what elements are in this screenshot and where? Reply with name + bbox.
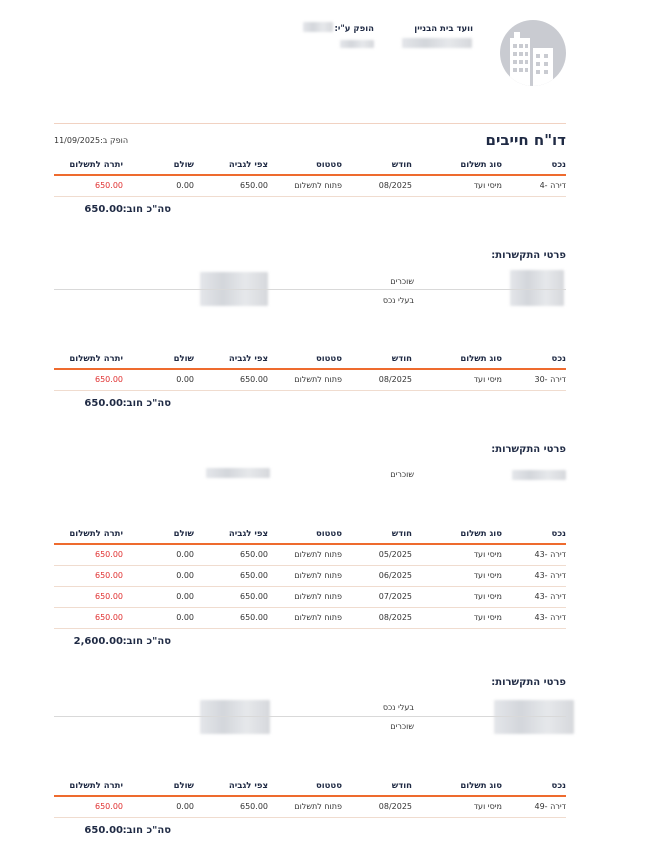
contact-type: בעלי נכס <box>382 703 414 712</box>
col-status: סטטוס <box>315 354 342 364</box>
cell-property: דירה -43 <box>534 592 566 601</box>
issued-date: הופק ב:11/09/2025 <box>54 136 129 145</box>
total-value: 2,600.00 <box>73 636 123 647</box>
cell-expected: 650.00 <box>240 592 268 601</box>
col-property: נכס <box>551 781 566 791</box>
cell-expected: 650.00 <box>240 802 268 811</box>
cell-paid: 0.00 <box>176 613 194 622</box>
contact-type: בעלי נכס <box>382 296 414 305</box>
cell-month: 08/2025 <box>378 375 412 384</box>
col-expected: צפי לגביה <box>228 160 268 170</box>
cell-status: פתוח לתשלום <box>294 592 342 601</box>
col-property: נכס <box>551 160 566 170</box>
cell-balance: 650.00 <box>95 550 123 559</box>
total-row <box>54 629 566 651</box>
cell-paid: 0.00 <box>176 802 194 811</box>
cell-status: פתוח לתשלום <box>294 613 342 622</box>
cell-balance: 650.00 <box>95 802 123 811</box>
table-header <box>54 527 566 543</box>
col-payment-type: סוג תשלום <box>460 529 502 539</box>
col-status: סטטוס <box>315 781 342 791</box>
redacted-contact-name <box>494 700 574 734</box>
redacted-issuer-name <box>303 22 333 32</box>
col-expected: צפי לגביה <box>228 354 268 364</box>
cell-expected: 650.00 <box>240 181 268 190</box>
contact-divider <box>54 716 566 717</box>
cell-paid: 0.00 <box>176 375 194 384</box>
contact-type: שוכרים <box>390 470 414 479</box>
building-logo-icon <box>500 20 566 86</box>
cell-status: פתוח לתשלום <box>294 375 342 384</box>
col-expected: צפי לגביה <box>228 529 268 539</box>
total-row <box>54 391 566 413</box>
cell-month: 08/2025 <box>378 181 412 190</box>
col-balance: יתרה לתשלום <box>69 781 123 791</box>
cell-paid: 0.00 <box>176 571 194 580</box>
table-header <box>54 779 566 795</box>
page-title: דו"ח חייבים <box>485 131 566 149</box>
contact-type: שוכרים <box>390 277 414 286</box>
col-month: חודש <box>391 160 412 170</box>
col-balance: יתרה לתשלום <box>69 160 123 170</box>
total-label: סה"כ חוב: <box>122 636 171 647</box>
col-payment-type: סוג תשלום <box>460 160 502 170</box>
debt-section-3 <box>54 527 566 651</box>
debt-section-2 <box>54 352 566 413</box>
cell-status: פתוח לתשלום <box>294 550 342 559</box>
cell-expected: 650.00 <box>240 571 268 580</box>
table-row <box>54 370 566 391</box>
cell-payment-type: מיסי ועד <box>473 613 502 622</box>
total-label: סה"כ חוב: <box>122 204 171 215</box>
total-row <box>54 818 566 840</box>
cell-month: 08/2025 <box>378 802 412 811</box>
col-paid: שולם <box>173 781 194 791</box>
header-divider <box>54 123 566 124</box>
table-row <box>54 176 566 197</box>
table-header <box>54 158 566 174</box>
cell-property: דירה -30 <box>534 375 566 384</box>
cell-month: 08/2025 <box>378 613 412 622</box>
cell-balance: 650.00 <box>95 181 123 190</box>
col-month: חודש <box>391 781 412 791</box>
redacted-issuer-detail <box>340 40 374 48</box>
cell-payment-type: מיסי ועד <box>473 550 502 559</box>
cell-payment-type: מיסי ועד <box>473 571 502 580</box>
total-row <box>54 197 566 219</box>
issued-by-label: הופק ע"י: <box>334 24 374 34</box>
cell-balance: 650.00 <box>95 592 123 601</box>
cell-status: פתוח לתשלום <box>294 571 342 580</box>
cell-status: פתוח לתשלום <box>294 802 342 811</box>
cell-payment-type: מיסי ועד <box>473 181 502 190</box>
col-month: חודש <box>391 529 412 539</box>
col-payment-type: סוג תשלום <box>460 781 502 791</box>
cell-month: 05/2025 <box>378 550 412 559</box>
cell-status: פתוח לתשלום <box>294 181 342 190</box>
table-row <box>54 566 566 587</box>
col-balance: יתרה לתשלום <box>69 529 123 539</box>
table-row <box>54 545 566 566</box>
total-label: סה"כ חוב: <box>122 825 171 836</box>
cell-expected: 650.00 <box>240 613 268 622</box>
col-month: חודש <box>391 354 412 364</box>
table-header <box>54 352 566 368</box>
total-value: 650.00 <box>84 825 123 836</box>
cell-month: 06/2025 <box>378 571 412 580</box>
cell-property: דירה -4 <box>539 181 566 190</box>
debt-section-4 <box>54 779 566 840</box>
col-payment-type: סוג תשלום <box>460 354 502 364</box>
col-paid: שולם <box>173 529 194 539</box>
cell-property: דירה -43 <box>534 550 566 559</box>
col-status: סטטוס <box>315 160 342 170</box>
debt-section-1 <box>54 158 566 219</box>
cell-paid: 0.00 <box>176 592 194 601</box>
total-value: 650.00 <box>84 204 123 215</box>
redacted-contact-name <box>510 270 564 306</box>
contacts-title: פרטי התקשרות: <box>491 677 566 688</box>
cell-expected: 650.00 <box>240 375 268 384</box>
cell-property: דירה -49 <box>534 802 566 811</box>
cell-property: דירה -43 <box>534 571 566 580</box>
redacted-contact-name <box>512 470 566 480</box>
table-row <box>54 797 566 818</box>
cell-paid: 0.00 <box>176 550 194 559</box>
contacts-title: פרטי התקשרות: <box>491 250 566 261</box>
redacted-contact-info <box>206 468 270 478</box>
table-row <box>54 587 566 608</box>
committee-label: וועד בית הבניין <box>414 24 473 34</box>
contact-divider <box>54 289 566 290</box>
cell-balance: 650.00 <box>95 613 123 622</box>
cell-payment-type: מיסי ועד <box>473 375 502 384</box>
col-property: נכס <box>551 354 566 364</box>
redacted-contact-info <box>200 700 270 734</box>
cell-paid: 0.00 <box>176 181 194 190</box>
cell-payment-type: מיסי ועד <box>473 802 502 811</box>
col-balance: יתרה לתשלום <box>69 354 123 364</box>
cell-payment-type: מיסי ועד <box>473 592 502 601</box>
col-status: סטטוס <box>315 529 342 539</box>
col-expected: צפי לגביה <box>228 781 268 791</box>
cell-expected: 650.00 <box>240 550 268 559</box>
contact-type: שוכרים <box>390 722 414 731</box>
table-row <box>54 608 566 629</box>
col-paid: שולם <box>173 160 194 170</box>
total-label: סה"כ חוב: <box>122 398 171 409</box>
total-value: 650.00 <box>84 398 123 409</box>
col-property: נכס <box>551 529 566 539</box>
cell-month: 07/2025 <box>378 592 412 601</box>
contacts-title: פרטי התקשרות: <box>491 444 566 455</box>
cell-balance: 650.00 <box>95 571 123 580</box>
cell-balance: 650.00 <box>95 375 123 384</box>
col-paid: שולם <box>173 354 194 364</box>
redacted-committee-name <box>402 38 472 48</box>
cell-property: דירה -43 <box>534 613 566 622</box>
